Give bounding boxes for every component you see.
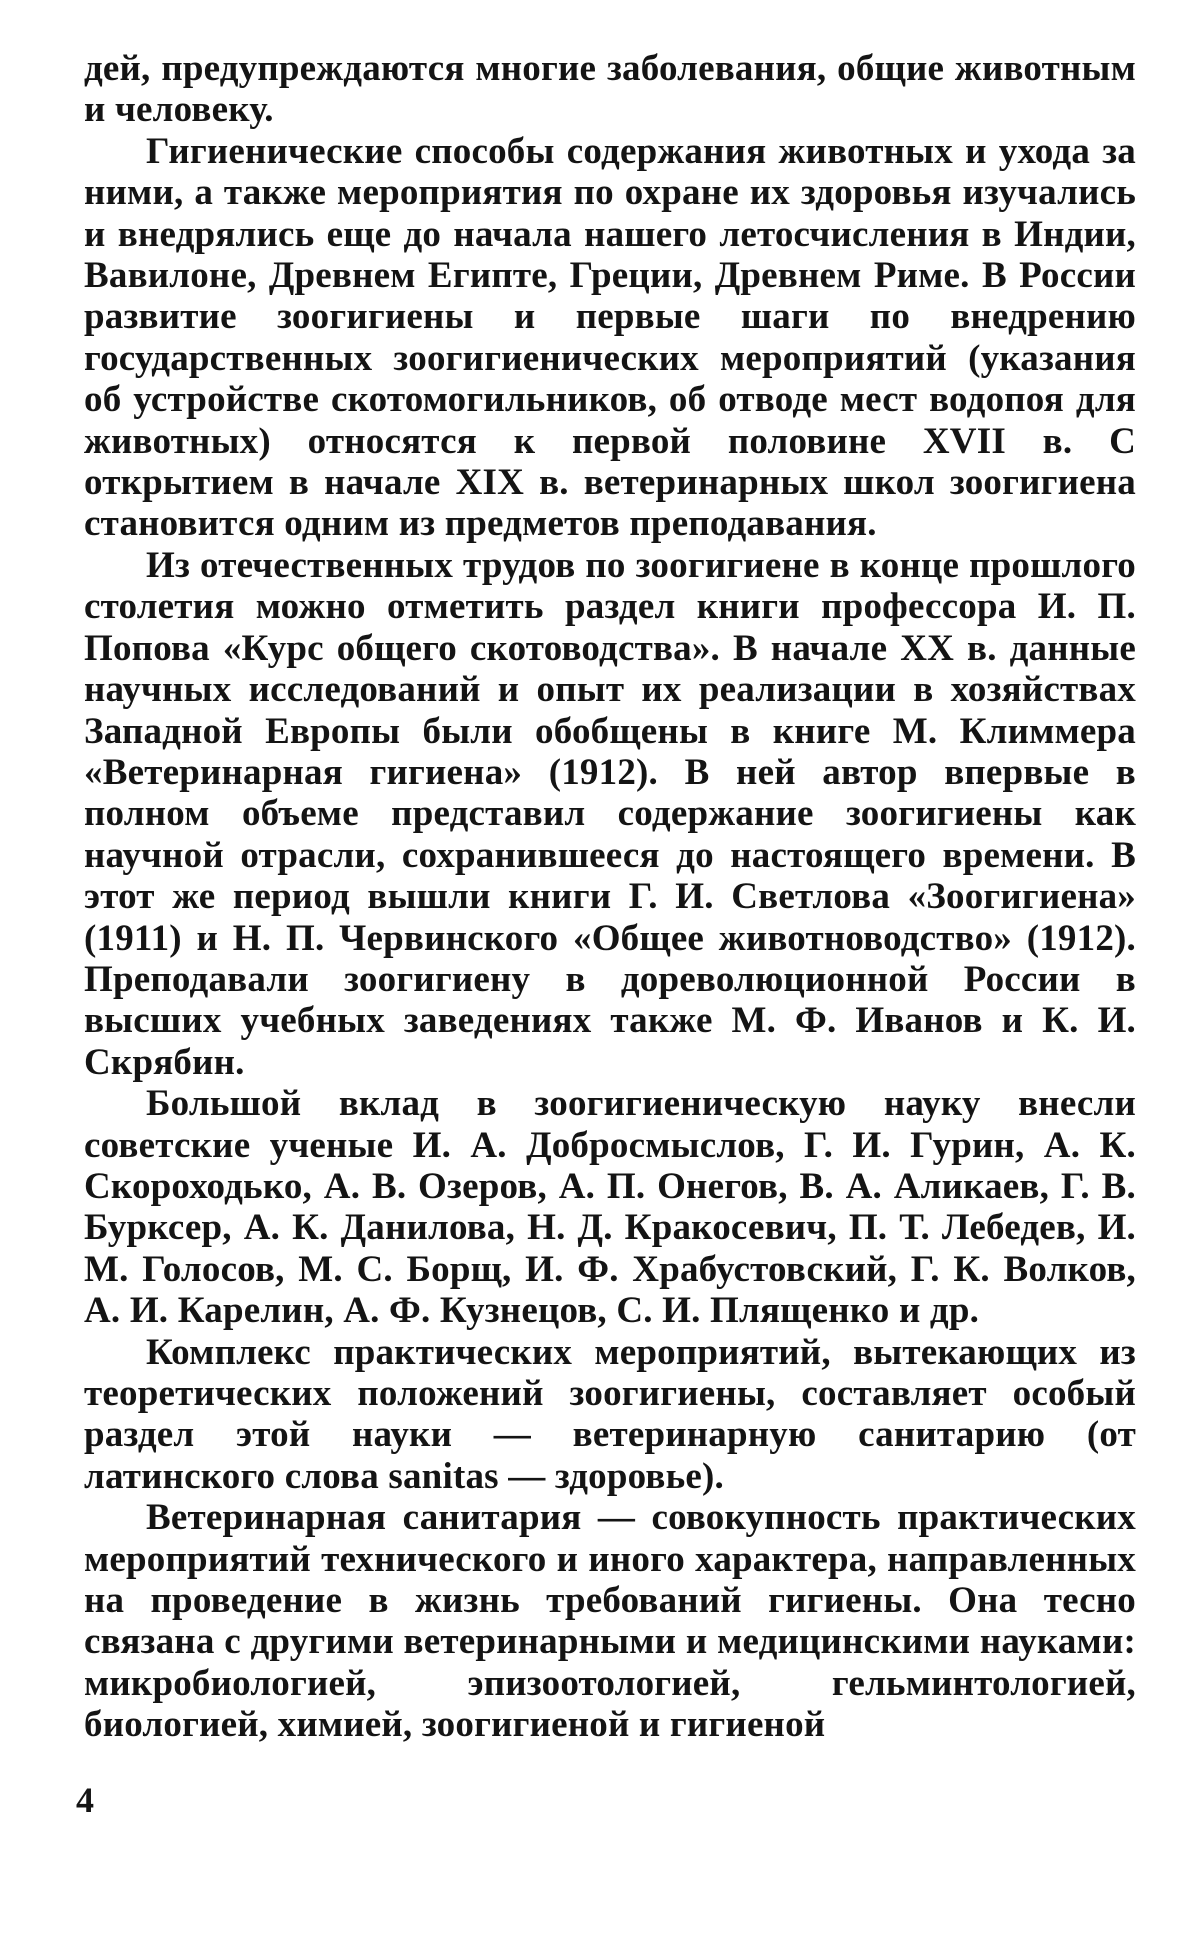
paragraph-sanitation-definition: Комплекс практических мероприятий, вытекающих из теоретических положений зоогигиены, составляет особый раздел этой науки — ветеринарную санитарию (от латинского слова sanitas — здоровье). <box>84 1331 1136 1497</box>
paragraph-continuation: дей, предупреждаются многие заболевания, общие животным и человеку. <box>84 48 1136 131</box>
page-number: 4 <box>76 1780 94 1820</box>
paragraph-veterinary-sanitation: Ветеринарная санитария — совокупность практических мероприятий технического и иного характера, направленных на проведение в жизнь требований гигиены. Она тесно связана с другими ветеринарными и медицинскими науками: микробиологией, эпизоотологией, гельминтологией, биологией, химией, зоогигиеной и гигиеной <box>84 1497 1136 1746</box>
paragraph-domestic-works: Из отечественных трудов по зоогигиене в конце прошлого столетия можно отметить раздел книги профессора И. П. Попова «Курс общего скотоводства». В начале XX в. данные научных исследований и опыт их реализации в хозяйствах Западной Европы были обобщены в книге М. Климмера «Ветеринарная гигиена» (1912). В ней автор впервые в полном объеме представил содержание зоогигиены как научной отрасли, сохранившееся до настоящего времени. В этот же период вышли книги Г. И. Светлова «Зоогигиена» (1911) и Н. П. Червинского «Общее животноводство» (1912). Преподавали зоогигиену в дореволюционной России в высших учебных заведениях также М. Ф. Иванов и К. И. Скрябин. <box>84 544 1136 1083</box>
text-column <box>84 48 1136 1746</box>
paragraph-history: Гигиенические способы содержания животных и ухода за ними, а также мероприятия по охране их здоровья изучались и внедрялись еще до начала нашего летосчисления в Индии, Вавилоне, Древнем Египте, Греции, Древнем Риме. В России развитие зоогигиены и первые шаги по внедрению государственных зоогигиенических мероприятий (указания об устройстве скотомогильников, об отводе мест водопоя для животных) относятся к первой половине XVII в. С открытием в начале XIX в. ветеринарных школ зоогигиена становится одним из предметов преподавания. <box>84 130 1136 545</box>
paragraph-soviet-scientists: Большой вклад в зоогигиеническую науку внесли советские ученые И. А. Добросмыслов, Г. И. Гурин, А. К. Скороходько, А. В. Озеров, А. П. Онегов, В. А. Аликаев, Г. В. Бурксер, А. К. Данилова, Н. Д. Кракосевич, П. Т. Лебедев, И. М. Голосов, М. С. Борщ, И. Ф. Храбустовский, Г. К. Волков, А. И. Карелин, А. Ф. Кузнецов, С. И. Плященко и др. <box>84 1083 1136 1332</box>
